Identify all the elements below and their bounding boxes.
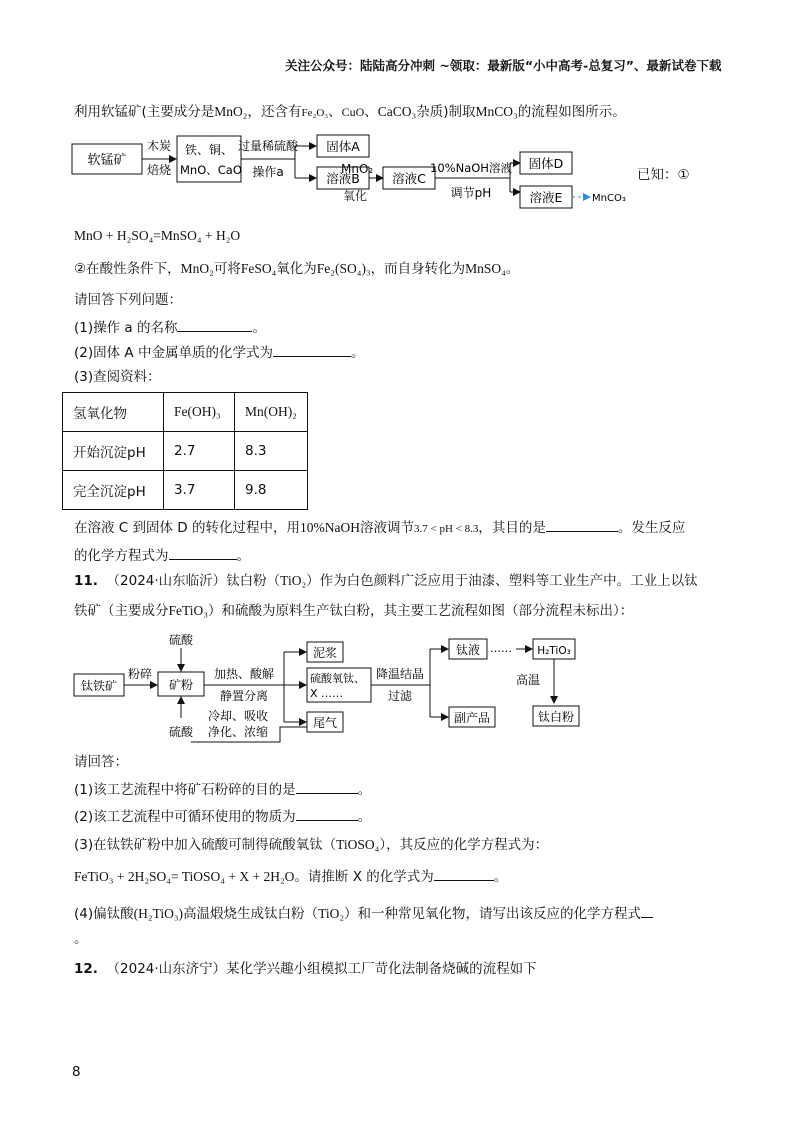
solution-c-label: 溶液C [392,171,426,186]
charcoal-label: 木炭 [146,139,172,153]
solid-a-label: 固体A [326,139,360,154]
q11-sub4-end: 。 [74,931,88,947]
page-header: 关注公众号：陆陆高分冲刺 ~领取：最新版“小中高考-总复习”、最新试卷下载 [285,58,722,73]
q10-sub3: (3)查阅资料： [74,369,161,385]
table-header-cell: 氢氧化物 [63,393,164,432]
table-header-cell: Mn(OH)₂ [235,393,308,432]
q10-sub3-text2: 的化学方程式为 。 [74,545,250,565]
answer-blank[interactable] [273,342,351,357]
table-cell: 2.7 [164,432,235,471]
operation-a-label: 操作a [252,165,284,179]
adjust-ph-label: 调节pH [450,186,492,200]
q10-sub1: (1)操作 a 的名称 。 [74,317,266,337]
q12-intro: 12. （2024·山东济宁）某化学兴趣小组模拟工厂苛化法制备烧碱的流程如下 [74,961,537,977]
titanium-liquid-label: 钛液 [455,643,481,657]
answer-blank[interactable] [641,903,653,918]
q11-answer-prompt: 请回答： [74,754,128,770]
page-number: 8 [72,1064,81,1080]
x-label: X …… [310,687,344,700]
filter-label: 过滤 [387,689,413,703]
q10-intro: 利用软锰矿(主要成分是MnO₂，还含有Fe₂O₃、CuO、CaCO₃杂质)制取MnCO₃的流程如图所示。 [74,104,626,120]
naoh-label: 10%NaOH溶液 [430,161,512,175]
titanium-white-label: 钛白粉 [537,710,575,724]
ellipsis-label: …… [490,642,512,655]
oxidize-label: 氧化 [343,189,368,203]
ilmenite-label: 钛铁矿 [80,679,118,693]
table-row [63,432,308,471]
dilute-acid-label: 过量稀硫酸 [237,139,299,153]
table-cell: 9.8 [235,471,308,510]
settle-separate-label: 静置分离 [219,689,269,703]
ore-powder-label: 矿粉 [168,678,194,692]
sulfuric-acid-bottom-label: 硫酸 [168,725,194,739]
hydroxide-ph-table [62,392,308,510]
table-header-row [63,393,308,432]
tail-gas-label: 尾气 [312,716,338,730]
high-temp-label: 高温 [515,673,540,687]
sulfuric-acid-top-label: 硫酸 [168,633,194,647]
table-header-cell: Fe(OH)₃ [164,393,235,432]
q11-sub3: (3)在钛铁矿粉中加入硫酸可制得硫酸氧钛（TiOSO₄），其反应的化学方程式为： [74,837,549,853]
answer-blank[interactable] [296,779,358,794]
cool-crystallize-label: 降温结晶 [375,667,425,681]
q11-sub1: (1)该工艺流程中将矿石粉碎的目的是 。 [74,779,371,799]
answer-blank[interactable] [296,806,358,821]
q11-intro-line2: 铁矿（主要成分FeTiO₃）和硫酸为原料生产钛白粉，其主要工艺流程如图（部分流程未标出）： [74,603,634,619]
answer-blank[interactable] [546,517,618,532]
table-cell: 8.3 [235,432,308,471]
answer-blank[interactable] [169,545,237,560]
roast-label: 焙烧 [146,163,172,177]
table-row [63,471,308,510]
mnco3-product-label: MnCO₃ [592,193,626,204]
titanyl-sulfate-label: 硫酸氧钛、 [310,672,365,685]
purify-concentrate-label: 净化、浓缩 [207,725,269,739]
q10-answer-prompt: 请回答下列问题： [74,292,182,308]
known-2: ②在酸性条件下，MnO₂可将FeSO₄氧化为Fe₂(SO₄)₃，而自身转化为MnSO₄。 [74,261,520,277]
table-cell: 3.7 [164,471,235,510]
mno2-oxidant-label-html: MnO₂ [341,162,374,176]
cool-absorb-label: 冷却、吸收 [207,709,269,723]
byproduct-label: 副产品 [453,711,491,725]
mud-label: 泥浆 [312,646,338,660]
crush-label: 粉碎 [127,667,153,681]
table-cell: 开始沉淀pH [63,432,164,471]
solution-e-label: 溶液E [529,190,563,205]
q11-sub4: (4)偏钛酸(H₂TiO₃)高温煅烧生成钛白粉（TiO₂）和一种常见氧化物，请写出该反应的化学方程式 [74,903,653,923]
roasted-line2: MnO、CaO [180,163,242,177]
q11-sub2: (2)该工艺流程中可循环使用的物质为 。 [74,806,371,826]
ore-label: 软锰矿 [87,153,127,168]
equation-1: MnO + H₂SO₄=MnSO₄ + H₂O [74,228,241,243]
q11-sub3-eq: FeTiO₃ + 2H₂SO₄= TiOSO₄ + X + 2H₂O。请推断 X 的化学式为 。 [74,866,507,886]
filtrate-b-label: 溶液B [326,171,360,186]
table-cell: 完全沉淀pH [63,471,164,510]
known-label: 已知：① [637,167,690,183]
answer-blank[interactable] [177,317,252,332]
roasted-line1: 铁、铜、 [185,143,234,157]
q11-flow-diagram [70,630,590,750]
q10-sub3-text: 在溶液 C 到固体 D 的转化过程中，用10%NaOH溶液调节3.7 < pH < 8.3，其目的是 。发生反应 [74,517,685,538]
solid-d-label: 固体D [528,156,564,171]
metatitanic-acid-label: H₂TiO₃ [537,645,571,657]
q10-sub2: (2)固体 A 中金属单质的化学式为 。 [74,342,364,362]
heat-acidolysis-label: 加热、酸解 [213,667,275,681]
q11-intro-line1: 11. （2024·山东临沂）钛白粉（TiO₂）作为白色颜料广泛应用于油漆、塑料等工业生产中。工业上以钛 [74,573,698,589]
answer-blank[interactable] [434,866,494,881]
